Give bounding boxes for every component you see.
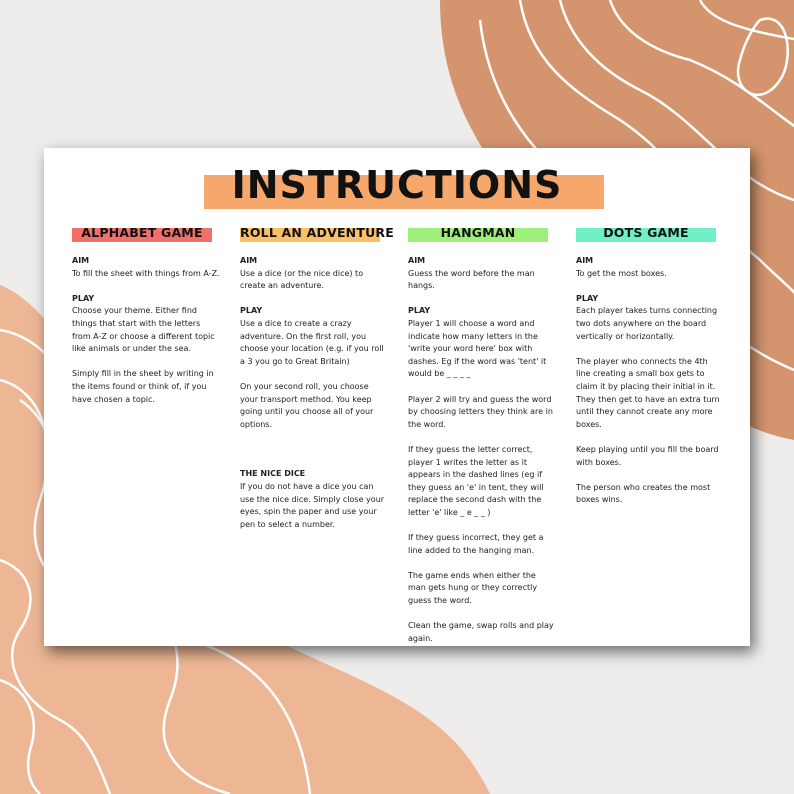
play-paragraph: Choose your theme. Either find things that start with the letters from A-Z or choose a different topic like animals or under the sea. <box>72 306 215 354</box>
nice-dice-label: THE NICE DICE <box>240 469 306 479</box>
play-paragraph: Clean the game, swap rolls and play again. <box>408 621 554 643</box>
heading-bar <box>72 225 212 242</box>
play-paragraph: The person who creates the most boxes wins. <box>576 482 711 505</box>
play-paragraph: The game ends when either the man gets hung or they correctly guess the word. <box>408 570 538 606</box>
instructions-sheet <box>44 148 750 646</box>
play-paragraph: On your second roll, you choose your transport method. You keep going until you choose all of your options. <box>240 381 374 429</box>
play-paragraph: Player 1 will choose a word and indicate how many letters in the 'write your word here' box with dashes. Eg if the word was 'tent' it would be _ _ _ _ <box>408 318 547 379</box>
heading-bar <box>408 225 548 242</box>
play-label: PLAY <box>72 293 95 303</box>
aim-text: Guess the word before the man hangs. <box>408 268 535 291</box>
play-paragraph: If they guess the letter correct, player 1 writes the letter as it appears in the dashed lines (eg if they guess an 'e' in tent, they will replace the second dash with the letter 'e' like _ e _ _ ) <box>408 444 544 517</box>
aim-label: AIM <box>72 256 90 265</box>
play-paragraph: Each player takes turns connecting two dots anywhere on the board vertically or horizontally. <box>576 306 718 341</box>
play-paragraph: The player who connects the 4th line creating a small box gets to claim it by placing their initial in it. They then get to have an extra turn until they cannot create any more boxes. <box>576 356 720 429</box>
column-heading: HANGMAN <box>440 225 516 240</box>
play-paragraph: Player 2 will try and guess the word by choosing letters they think are in the word. <box>408 394 553 429</box>
aim-label: AIM <box>408 256 426 265</box>
aim-text: Use a dice (or the nice dice) to create an adventure. <box>240 268 364 291</box>
aim-label: AIM <box>240 256 258 265</box>
aim-text: To get the most boxes. <box>576 268 667 278</box>
column-body <box>72 255 220 406</box>
page-title: INSTRUCTIONS <box>231 163 563 207</box>
column-heading: DOTS GAME <box>603 225 689 240</box>
play-label: PLAY <box>408 306 431 316</box>
play-label: PLAY <box>240 306 263 316</box>
column-alphabet-game <box>72 225 220 419</box>
column-body <box>240 255 388 531</box>
column-heading: ROLL AN ADVENTURE <box>240 225 394 240</box>
play-label: PLAY <box>576 293 599 303</box>
column-hangman <box>408 225 556 658</box>
column-body <box>408 255 556 645</box>
column-body <box>576 255 724 507</box>
aim-label: AIM <box>576 256 594 265</box>
heading-bar <box>240 225 394 242</box>
column-heading: ALPHABET GAME <box>81 225 203 240</box>
nice-dice-text: If you do not have a dice you can use the nice dice. Simply close your eyes, spin the paper and use your pen to select a number. <box>240 481 385 529</box>
play-paragraph: If they guess incorrect, they get a line added to the hanging man. <box>408 533 544 555</box>
play-paragraph: Simply fill in the sheet by writing in the items found or think of, if you have chosen a topic. <box>72 369 214 404</box>
column-dots-game <box>576 225 724 519</box>
play-paragraph: Keep playing until you fill the board with boxes. <box>576 444 719 467</box>
play-paragraph: Use a dice to create a crazy adventure. On the first roll, you choose your location (e.g. if you roll a 3 you go to Great Britain) <box>240 318 384 366</box>
heading-bar <box>576 225 716 242</box>
aim-text: To fill the sheet with things from A-Z. <box>72 268 220 278</box>
column-roll-an-adventure <box>240 225 394 544</box>
